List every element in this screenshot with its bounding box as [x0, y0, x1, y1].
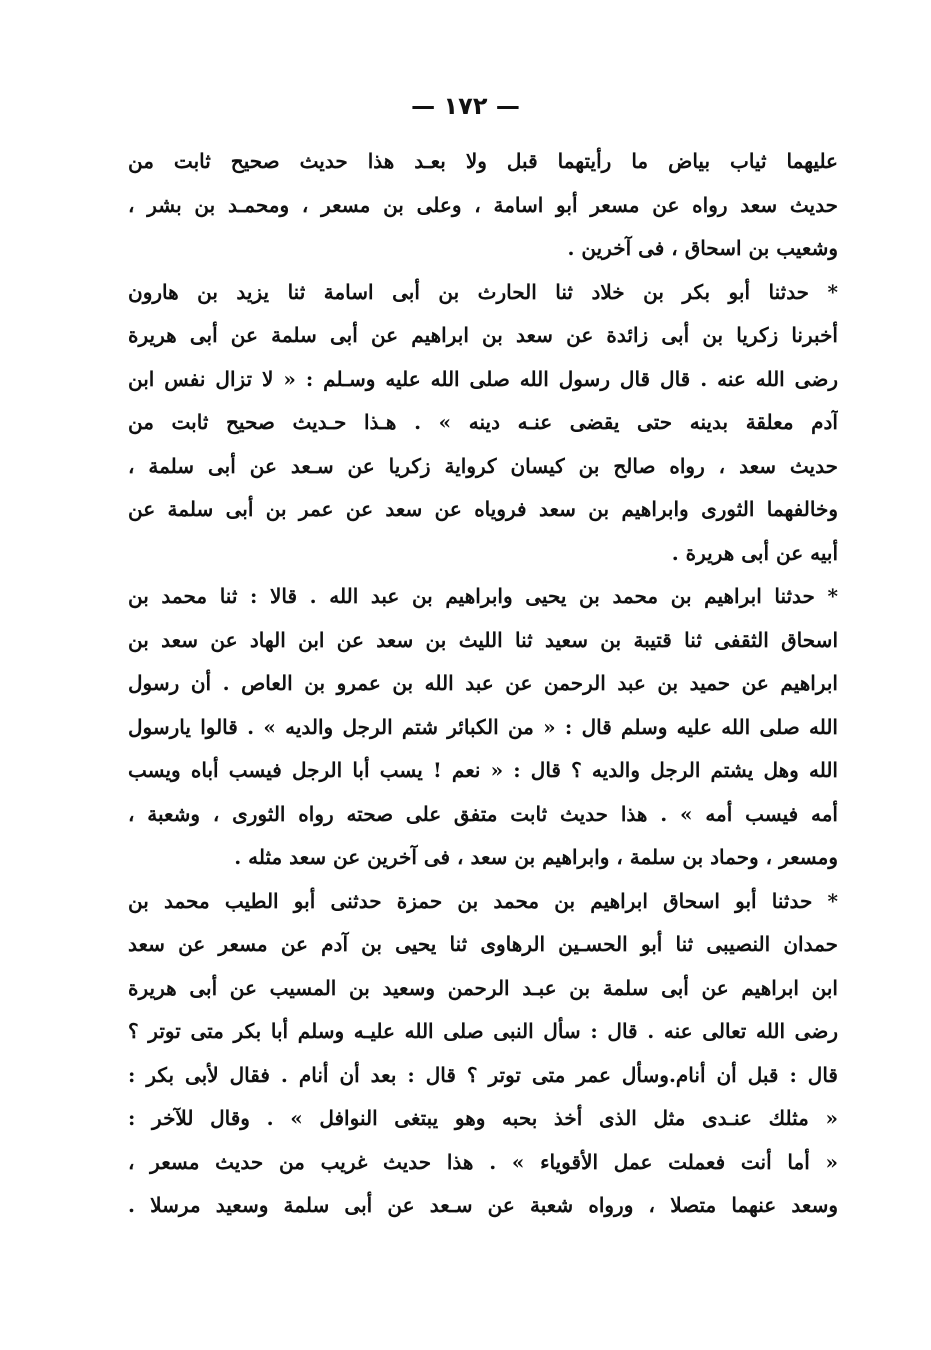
text-line: اسحاق الثقفى ثنا قتيبة بن سعيد ثنا الليث بن سعد عن ابن الهاد عن سعد بن	[128, 627, 838, 652]
body-text	[128, 140, 838, 1228]
text-line: حديث سعد رواه عن مسعر أبو اسامة ، وعلى بن مسعر ، ومحمـد بن بشر ،	[128, 192, 838, 217]
text-line: وخالفهما الثورى وابراهيم بن سعد فروياه عن سعد عن عمر بن أبى سلمة عن	[128, 497, 838, 521]
text-line: قال : قبل أن أنام.وسأل عمر متى توتر ؟ قال : بعد أن أنام . فقال لأبى بكر :	[128, 1062, 838, 1087]
text-line: « مثلك عنـدى مثل الذى أخذ بحبه وهو يبتغى النوافل » . وقال للآخر :	[128, 1106, 838, 1130]
text-line: * حدثنا أبو بكر بن خلاد ثنا الحارث بن أبى اسامة ثنا يزيد بن هارون	[128, 279, 838, 304]
text-line: * حدثنا ابراهيم بن محمد بن يحيى وابراهيم بن عبد الله . قالا : ثنا محمد بن	[128, 584, 838, 608]
text-line: ومسعر ، وحماد بن سلمة ، وابراهيم بن سعد ، فى آخرين عن سعد مثله .	[234, 845, 838, 869]
text-line: * حدثنا أبو اسحاق ابراهيم بن محمد بن حمزة حدثنى أبو الطيب محمد بن	[128, 888, 838, 913]
text-line: أمه فيسب أمه » . هذا حديث ثابت متفق على صحته رواه الثورى ، وشعبة ،	[128, 801, 838, 826]
page-number: — ١٧٢ —	[411, 92, 520, 120]
text-line: ابن ابراهيم عن أبى سلمة بن عبـد الرحمن وسعيد بن المسيب عن أبى هريرة	[128, 975, 838, 1000]
text-line: الله صلى الله عليه وسلم قال : « من الكبائر شتم الرجل والديه » . قالوا يارسول	[128, 714, 838, 739]
text-line: أخبرنا زكريا بن أبى زائدة عن سعد بن ابراهيم عن أبى سلمة عن أبى هريرة	[128, 323, 838, 347]
text-line: حمدان النصيبى ثنا أبو الحسـين الرهاوى ثنا يحيى بن آدم عن مسعر عن سعد	[128, 932, 838, 956]
text-line: عليهما ثياب بياض ما رأيتهما قبل ولا بعـد هذا حديث صحيح ثابت من	[128, 149, 838, 173]
text-line: رضى الله تعالى عنه . قال : سأل النبى صلى الله عليـه وسلم أبا بكر متى توتر ؟	[128, 1019, 838, 1043]
text-line: حديث سعد ، رواه صالح بن كيسان كرواية زكريا عن سـعد عن أبى سلمة ،	[128, 453, 838, 478]
text-line: « أما أنت فعملت عمل الأقوياء » . هذا حديث غريب من حديث مسعر ،	[128, 1149, 838, 1174]
text-line: أبيه عن أبى هريرة .	[671, 540, 838, 565]
text-line: آدم معلقة بدينه حتى يقضى عنـه دينه » . هـذا حـديث صحيح ثابت من	[128, 410, 838, 434]
text-line: الله وهل يشتم الرجل والديه ؟ قال : « نعم ! يسب أبا الرجل فيسب أباه ويسب	[128, 758, 838, 782]
text-line: وسعد عنهما متصلا ، ورواه شعبة عن سـعد عن أبى سلمة وسعيد مرسلا .	[128, 1193, 838, 1217]
text-line: وشعيب بن اسحاق ، فى آخرين .	[567, 236, 838, 260]
text-line: ابراهيم عن حميد بن عبد الرحمن عن عبد الله بن عمرو بن العاص . أن رسول	[128, 671, 838, 695]
text-line: رضى الله عنه . قال قال رسول الله صلى الله عليه وسـلم : « لا تزال نفس ابن	[128, 366, 838, 391]
